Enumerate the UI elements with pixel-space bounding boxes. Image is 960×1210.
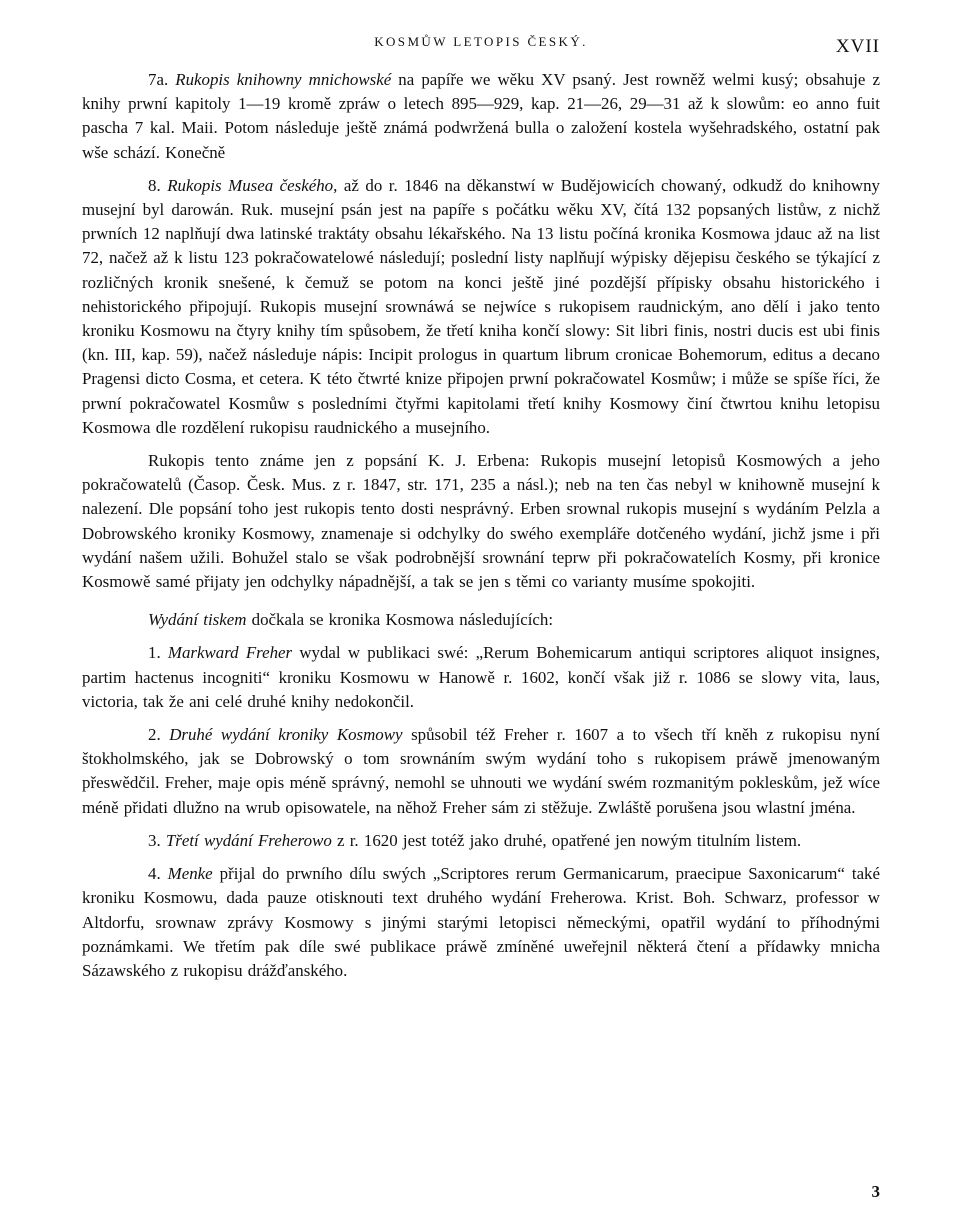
paragraph-italic: Menke xyxy=(167,864,213,884)
page-number-roman: XVII xyxy=(835,36,880,57)
paragraph-text: z r. 1620 jest totéž jako druhé, opatřené jen nowým titulním listem. xyxy=(331,830,802,850)
paragraph-italic: Markward Freher xyxy=(167,643,293,663)
paragraph-italic: Třetí wydání Freherowo xyxy=(165,830,332,850)
paragraph-italic: Wydání tiskem xyxy=(148,610,247,630)
paragraph-manuscript-7a xyxy=(82,68,880,165)
paragraph-text: Rukopis tento známe jen z popsání K. J. Erbena: Rukopis musejní letopisů Kosmowých a jeho pokračowatelů (Časop. Česk. Mus. z r. 1847, str. 171, 235 a násl.); neb na ten čas nebyl w knihowně musejní k nalezení. Dle popsání toho jest rukopis tento dosti nesprávný. Erben srownal rukopis musejní s wydáním Pelzla a Dobrowského kroniky Kosmowy, znamenaje si odchylky do swého exempláře dotčeného wydání, jichž jsme i při wydání našem užili. Bohužel stalo se však podrobnější srownání teprw při pokračowatelích Kosmy, při kronice Kosmowě samé přijaty jen odchylky nápadnější, a tak se jen s těmi co varianty musíme spokojiti. xyxy=(82,451,880,592)
paragraph-italic: Rukopis Musea českého, xyxy=(167,175,338,195)
paragraph-italic: Rukopis knihowny mnichowské xyxy=(175,70,392,89)
folio-number: 3 xyxy=(871,1182,880,1201)
paragraph-lead: 8. xyxy=(148,175,168,195)
paragraph-lead: 7a. xyxy=(148,70,176,89)
paragraph-edition-1 xyxy=(82,641,880,714)
paragraph-text: na papíře we wěku XV psaný. Jest rowněž welmi kusý; obsahuje z knihy prwní kapitoly 1—19 kromě zpráw o letech 895—929, kap. 21—26, 29—31 až k slowům: eo anno fuit pascha 7 kal. Maii. Potom následuje ještě známá podwržená bulla o založení kostela wyšehradského, ostatní pak wše schází. Konečně xyxy=(82,70,881,162)
running-title: KOSMŮW LETOPIS ČESKÝ. xyxy=(374,34,588,49)
paragraph-lead: 2. xyxy=(148,725,170,745)
paragraph-edition-4 xyxy=(82,862,880,983)
paragraph-lead: 4. xyxy=(148,864,168,884)
body-text xyxy=(82,68,880,983)
paragraph-lead: 1. xyxy=(148,643,168,663)
paragraph-erben-description xyxy=(82,449,880,594)
paragraph-text: wydal w publikaci swé: „Rerum Bohemicarum antiqui scriptores aliquot insignes, partim hactenus incogniti“ kroniku Kosmowu w Hanowě r. 1602, končí však již r. 1086 se slowy vita, laus, victoria, tak že ani celé druhé knihy nedokončil. xyxy=(82,643,880,711)
page xyxy=(82,34,880,983)
paragraph-text: přijal do prwního dílu swých „Scriptores rerum Germanicarum, praecipue Saxonicarum“ také kroniku Kosmowu, dada pauze otisknouti text druhého wydání Freherowa. Krist. Boh. Schwarz, professor w Altdorfu, srownaw zprávy Kosmowy s jinými starými letopisci německými, opatřil wydání to příhodnými poznámkami. We třetím pak díle swé publikace práwě zmíněné uweřejnil některá čtení a přídawky mnicha Sázawského z rukopisu drážďanského. xyxy=(82,864,881,980)
paragraph-lead: 3. xyxy=(148,830,166,850)
paragraph-italic: Druhé wydání kroniky Kosmowy xyxy=(169,725,403,745)
paragraph-edition-3 xyxy=(82,829,880,853)
running-header xyxy=(82,34,880,64)
paragraph-edition-2 xyxy=(82,723,880,820)
paragraph-manuscript-8 xyxy=(82,174,880,440)
paragraph-text: dočkala se kronika Kosmowa následujících: xyxy=(246,610,554,630)
paragraph-text: až do r. 1846 na děkanstwí w Budějowicích chowaný, odkudž do knihowny musejní byl darowán. Ruk. musejní psán jest na papíře s počátku wěku XV, čítá 132 popsaných listůw, z nichž prwních 12 naplňují dwa latinské traktáty obsahu lékařského. Na 13 listu počíná kronika Kosmowa jdauc až na list 72, načež až k listu 123 pokračowatelowé následují; poslední listy naplňují wýpisky dějepisu českého se týkající z rozličných kronik snešené, k čemuž se potom na konci ještě jiné pozdější přípisky obsahu historického i nehistorického připojují. Rukopis musejní srownáwá se nejwíce s rukopisem raudnickým, ano dělí i jako tento kroniku Kosmowu na čtyry knihy tím spůsobem, že třetí kniha končí slowy: Sit libri finis, nostri ducis est ubi finis (kn. III, kap. 59), načež následuje nápis: Incipit prologus in quartum librum cronicae Bohemorum, editus a decano Pragensi dicto Cosma, et cetera. K této čtwrté knize připojen prwní pokračowatel Kosmůw; i může se spíše říci, že prwní pokračowatel Kosmůw s posledními čtyřmi kapitolami třetí knihy Kosmowy činí čtwrtou knihu letopisu Kosmowa dle rozdělení rukopisu raudnického a musejního. xyxy=(82,175,880,437)
paragraph-text: spůsobil též Freher r. 1607 a to všech tří kněh z rukopisu nyní štokholmského, jak se Dobrowský o tom srownáním swým wydání toho s rukopisem práwě jmenowaným přeswědčil. Freher, maje opis méně správný, nemohl se uhnouti we wydání swém rozmanitým pokleskům, jež wíce méně přidati dlužno na wrub opisowatele, na něhož Freher sám zi stěžuje. Zwláště porušena jsou wlastní jména. xyxy=(82,725,880,817)
paragraph-printed-editions-intro xyxy=(82,608,880,632)
